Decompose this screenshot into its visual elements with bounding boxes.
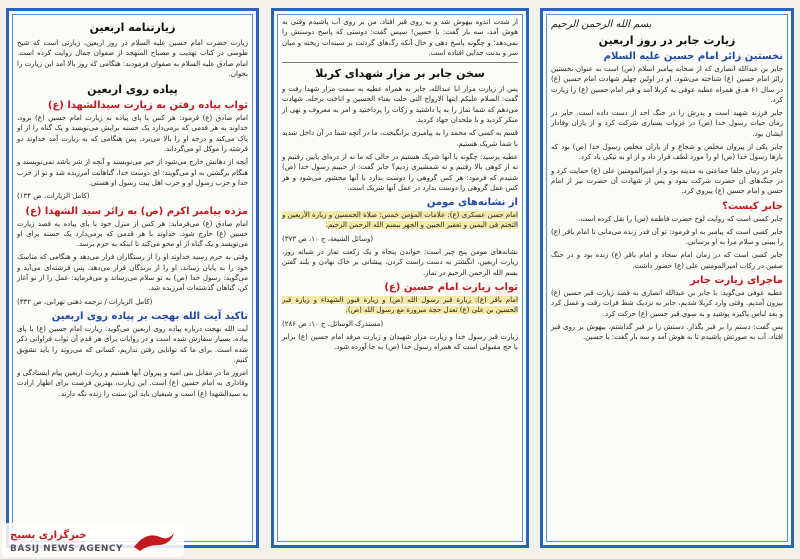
left-para3b: امروز ما در مقابل بنی امیه و پیروان آنها هستیم و زیارت اربعین پیام ایستادگی و وفاداری به امام حسین (ع) است. این زیارت، بهترین فرصت برای اظهار ارادت به سیدالشهدا (ع) است و شیعیان باید این سنت را زنده نگه دارند.	[17, 369, 248, 398]
mid-hadith-src: (وسائل الشیعة، ج ۱۰، ص ۳۷۳)	[282, 234, 374, 243]
mid-para-end: زیارت قبر رسول خدا و زیارت مزار شهیدان و زیارت مرقد امام حسین (ع) برابر با حج مقبولی است که همراه رسول خدا (ص) به جا آورده شود.	[282, 332, 518, 352]
right-title: زیارت جابر در روز اربعین	[598, 34, 736, 47]
left-ref2: (کامل الزیارات / ترجمه ذهنی تهرانی، ص ۳۳۲)	[17, 297, 153, 306]
right-para2-2: جابر کسی است که در زمان امام سجاد و امام باقر (ع) زنده بود و در جنگ صفین در رکاب امیرالمومنین علی (ع) حضور داشت.	[551, 251, 783, 270]
right-para-3: جابر در زمان خلفا جماعتی به مدینه بود و از امیرالمومنین علی (ع) حمایت کرد و در جنگ‌های آن حضرت شرکت نمود و پس از شهادت آن حضرت نیز از امام حسن و امام حسین (ع) پیروی کرد.	[551, 166, 783, 196]
right-para3-1: پس گفت: دستم را بر قبر بگذار. دستش را بر قبر گذاشتم، بیهوش بر روی قبر افتاد. آب به صورتش پاشیدم تا به هوش آمد و سه بار گفت: یا حسین.	[551, 322, 783, 342]
left-sub1: ثواب پیاده رفتن به زیارت سیدالشهدا (ع)	[47, 100, 248, 112]
left-sub3: تاکید آیت الله بهجت بر پیاده روی اربعین	[51, 310, 248, 322]
hadith2-highlight: امام باقر (ع): زیارة قبر رسول الله (ص) و زیارة قبور الشهداء و زیارة قبر الحسین بن علی (ع) تعدل حجة مبرورة مع رسول الله (ص).	[282, 295, 518, 315]
mid-para-2: عطیه پرسید: چگونه با آنها شریک هستیم در حالی که ما نه از دره‌ای پایین رفتیم و نه از کوهی بالا رفتیم و نه شمشیری زدیم؟ جابر گفت: از حبیبم رسول خدا (ص) شنیدم که فرمود: هر کس گروهی را دوست بدارد با آنها محشور می‌شود و هر کس عمل گروهی را دوست بدارد در عمل آنها شریک است.	[282, 152, 518, 192]
left-para3: آیت الله بهجت درباره پیاده روی اربعین می‌گوید: زیارت امام حسین (ع) با پای پیاده، بسیار سفارش شده است و در روایات برای هر قدم آن ثواب فراوانی ذکر شده است. برای ما که توانایی رفتن نداریم، کسانی که می‌روند را باید تشویق کنیم.	[17, 324, 248, 364]
left-ref1: (کامل الزیارات، ص ۱۳۴)	[17, 192, 90, 201]
left-column	[6, 8, 259, 548]
right-para-2: جابر یکی از پیروان مخلص و شجاع و از یاران مخلص رسول خدا (ص) بود که بارها رسول خدا (ص) او را مورد لطف قرار داد و از او به نیکی یاد کرد.	[551, 143, 783, 162]
left-para1: امام صادق (ع) فرمود: هر کس با پای پیاده به زیارت امام حسین (ع) برود، خداوند به هر قدمی که برمی‌دارد یک حسنه برایش می‌نویسد و یک گناه را از او پاک می‌کند و درجه او را بالا می‌برد. پس هنگامی که به زیارت آمد خداوند دو فرشته را موکل او می‌گرداند.	[17, 114, 248, 154]
mid-para-1: قسم به کسی که محمد را به پیامبری برانگیخت، ما در آنچه شما در آن داخل شدید با شما شریک هستیم.	[282, 129, 518, 148]
agency-logo-icon	[130, 527, 178, 553]
mid-title: سخن جابر بر مزار شهدای کربلا	[315, 67, 485, 81]
mid-section-title: از نشانه‌های مومن	[426, 197, 518, 209]
middle-column	[271, 8, 529, 548]
left-para2b: وقتی به حرم رسید خداوند او را از رستگاران قرار می‌دهد و هنگامی که مناسک خود را به پایان رساند، او را از برندگان قرار می‌دهد. پس فرشته‌ای می‌آید و می‌گوید: رسول خدا (ص) به تو سلام می‌رساند و می‌فرماید: عمل را از نو آغاز کن، گناهان گذشته‌ات آمرزیده شد.	[17, 253, 248, 293]
mid-hadith2-src: (مستدرک الوسائل، ج ۱۰، ص ۲۸۶)	[282, 319, 384, 328]
left-para1b: آنچه از دهانش خارج می‌شود از خیر می‌نویسند و آنچه از شر باشد نمی‌نویسند و هنگام برگشتن به او می‌گویند: ای دوست خدا، گناهانت آمرزیده شد و تو از حزب خدا و حزب رسول او و حزب اهل بیت رسول او هستی.	[17, 158, 248, 187]
hadith-highlight: امام حسن عسکری (ع): علامات المؤمن خمس: صلاة الخمسین و زیارة الأربعین و التختم فی الیمین و تعفیر الجبین و الجهر ببسم الله الرحمن الرحیم.	[282, 211, 518, 230]
right-para-0: جابر بن عبدالله انصاری که از صحابه پیامبر اسلام (ص) است به عنوان نخستین زائر امام حسین (ع) شناخته می‌شود. او در اولین چهلم شهادت امام حسین (ع) در سال ۶۱ هـ.ق همراه عطیه عوفی به کربلا آمد و قبر امام حسین (ع) را زیارت کرد.	[551, 65, 783, 104]
right-para2-1: جابر کسی است که پیامبر به او فرمود: تو آن قدر زنده می‌مانی تا امام باقر (ع) را ببینی و سلام مرا به او برسانی.	[551, 227, 783, 247]
right-para-1: جابر فرزند شهید است و پدرش را در جنگ احد از دست داده است. جابر در زمان حیات رسول خدا (ص) در غزوات بسیاری شرکت کرد و از یاران وفادار ایشان بود.	[551, 109, 783, 138]
left-title: زیارتنامه اربعین	[89, 21, 176, 34]
divider	[282, 62, 518, 63]
mid-hadith	[282, 210, 518, 231]
left-intro: زیارت حضرت امام حسین علیه السلام در روز اربعین، زیارتی است که شیخ طوسی در کتاب تهذیب و مصباح المتهجد از صفوان جمال روایت کرده است. امام صادق علیه السلام به صفوان فرمودند: هنگامی که روز بالا آمد این زیارت را بخوان.	[17, 39, 248, 78]
watermark-en: BASIJ NEWS AGENCY	[10, 544, 124, 554]
mid-hadith2	[282, 295, 518, 316]
right-sub-who: جابر کیست؟	[722, 200, 783, 212]
watermark-fa: خبرگزاری بسیج	[10, 530, 87, 541]
right-subtitle: نخستین زائر امام حسین علیه السلام	[603, 51, 783, 62]
bismillah-calligraphy: بسم الله الرحمن الرحیم	[551, 19, 652, 30]
right-para2-0: جابر کسی است که روایت لوح حضرت فاطمه (س) را نقل کرده است.	[578, 214, 783, 223]
left-para2: امام صادق (ع) می‌فرماید: هر کس از منزل خود با پای پیاده به قصد زیارت حسین (ع) خارج شود، خداوند با هر قدمی که برمی‌دارد یک حسنه برای او می‌نویسد و یک گناه از او محو می‌کند تا اینکه به حرم برسد.	[17, 219, 248, 249]
right-sub-story: ماجرای زیارت جابر	[690, 275, 783, 287]
left-sub2: مژده پیامبر اکرم (ص) به زائر سید الشهدا (ع)	[25, 205, 248, 217]
right-para3-0: عطیه عوفی می‌گوید: با جابر بن عبدالله انصاری به قصد زیارت قبر حسین (ع) بیرون آمدیم. وقتی وارد کربلا شدیم، جابر به نزدیک شط فرات رفت و غسل کرد و بعد لباس پاکیزه پوشید و به سوی قبر حسین (ع) حرکت کرد.	[551, 289, 783, 318]
agency-watermark	[0, 519, 190, 559]
mid-para-after: نشانه‌های مومن پنج چیز است: خواندن پنجاه و یک رکعت نماز در شبانه روز، زیارت اربعین، انگشتر به دست راست کردن، پیشانی بر خاک نهادن و بلند گفتن بسم الله الرحمن الرحیم در نماز.	[282, 248, 518, 277]
mid-section2-title: ثواب زیارت امام حسین (ع)	[384, 281, 518, 293]
mid-intro: از شدت اندوه بیهوش شد و به روی قبر افتاد. من بر روی آب پاشیدم وقتی به هوش آمد، سه بار گفت: یا حسین! سپس گفت: دوستی که پاسخ دوستش را نمی‌دهد؛ و چگونه پاسخ دهی و حال آنکه رگ‌های گردنت بر سینه‌ات ریخته و میان سر و بدنت جدایی افتاده است.	[282, 18, 518, 57]
mid-para-0: پس از زیارت مزار ابا عبدالله، جابر به همراه عطیه به سمت مزار شهدا رفت و گفت: السلام علیکم ایتها الارواح التی حلت بفناء الحسین و اناخت برحله. شهادت می‌دهم که شما نماز را به پا داشتید و زکات را پرداختید و امر به معروف و نهی از منکر کردید و با ملحدان جهاد کردید.	[282, 85, 518, 125]
right-column	[540, 8, 794, 548]
walk-title: پیاده روی اربعین	[87, 83, 178, 97]
